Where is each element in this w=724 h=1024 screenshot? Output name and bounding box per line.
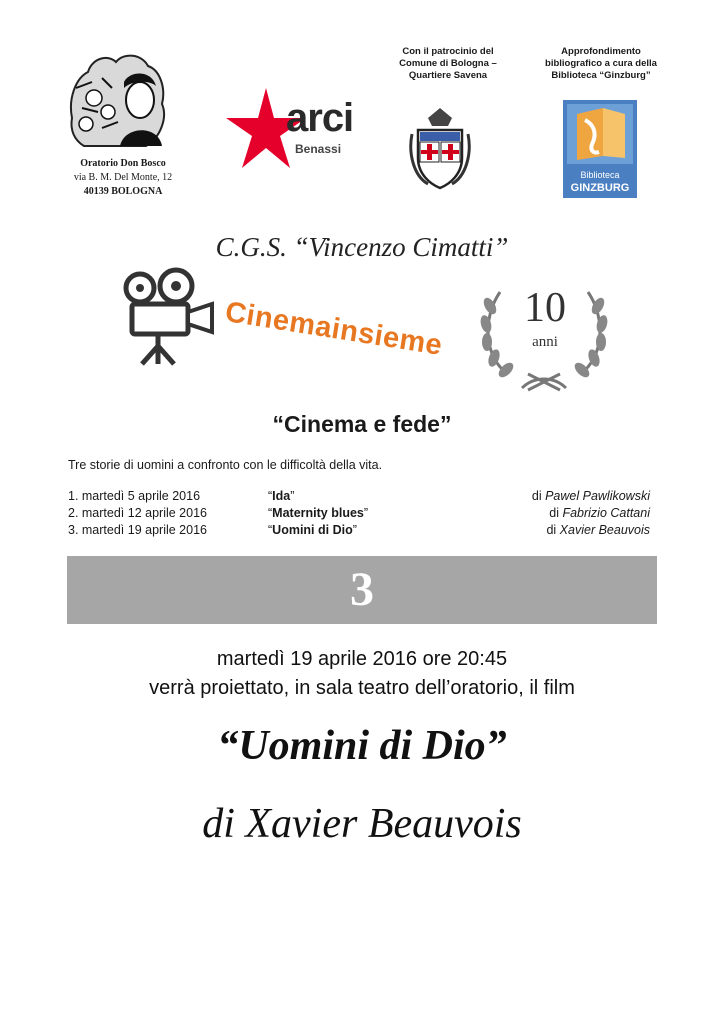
film-title: “Uomini di Dio” — [217, 723, 507, 769]
episode-number: 3 — [350, 563, 374, 616]
biblioteca-line: Approfondimento — [561, 46, 641, 57]
oratorio-city: 40139 BOLOGNA — [83, 186, 163, 197]
ginzburg-logo-line2: GINZBURG — [570, 182, 630, 194]
programme-film-title: Ida — [272, 489, 291, 503]
programme-film-title: Uomini di Dio — [272, 523, 353, 537]
oratorio-name: Oratorio Don Bosco — [80, 158, 166, 169]
screening-description: verrà proiettato, in sala teatro dell’oratorio, il film — [149, 677, 575, 699]
ginzburg-library-logo — [563, 100, 637, 198]
programme-row — [68, 489, 650, 506]
patronage-line: Con il patrocinio del — [402, 46, 494, 57]
biblioteca-line: bibliografico a cura della — [545, 58, 657, 69]
programme-director: di Xavier Beauvois — [546, 523, 650, 537]
cinemainsieme-logo: Cinemainsieme — [222, 296, 445, 362]
programme-film: “Uomini di Dio” — [268, 523, 357, 537]
patronage-line: Comune di Bologna – — [399, 58, 497, 69]
don-bosco-portrait-icon — [62, 48, 174, 152]
programme-list — [68, 489, 650, 540]
organizer-title: C.G.S. “Vincenzo Cimatti” — [215, 232, 509, 262]
series-intro: Tre storie di uomini a confronto con le difficoltà della vita. — [68, 458, 383, 472]
programme-director: di Fabrizio Cattani — [549, 506, 650, 520]
anniversary-label: anni — [532, 334, 558, 350]
patronage-line: Quartiere Savena — [408, 70, 488, 81]
ginzburg-logo-line1: Biblioteca — [580, 170, 620, 180]
arci-logo-subtitle: Benassi — [295, 142, 342, 156]
bologna-coat-of-arms-icon — [408, 104, 472, 190]
screening-date: martedì 19 aprile 2016 ore 20:45 — [216, 648, 508, 670]
programme-film: “Ida” — [268, 489, 295, 503]
arci-logo-word: arci — [286, 96, 354, 140]
programme-date: 2. martedì 12 aprile 2016 — [68, 506, 207, 520]
biblioteca-note — [526, 46, 676, 82]
anniversary-number: 10 — [524, 285, 566, 331]
programme-date: 1. martedì 5 aprile 2016 — [68, 489, 201, 503]
oratorio-address: via B. M. Del Monte, 12 — [73, 172, 173, 183]
programme-director: di Pawel Pawlikowski — [531, 489, 650, 503]
biblioteca-line: Biblioteca “Ginzburg” — [551, 70, 651, 81]
programme-row — [68, 523, 650, 540]
programme-film-title: Maternity blues — [272, 506, 364, 520]
patronage-note — [378, 46, 518, 82]
film-camera-icon — [118, 266, 218, 366]
series-theme-title: “Cinema e fede” — [272, 411, 452, 437]
programme-date: 3. martedì 19 aprile 2016 — [68, 523, 207, 537]
programme-row — [68, 506, 650, 523]
film-director: di Xavier Beauvois — [202, 801, 522, 847]
programme-film: “Maternity blues” — [268, 506, 369, 520]
